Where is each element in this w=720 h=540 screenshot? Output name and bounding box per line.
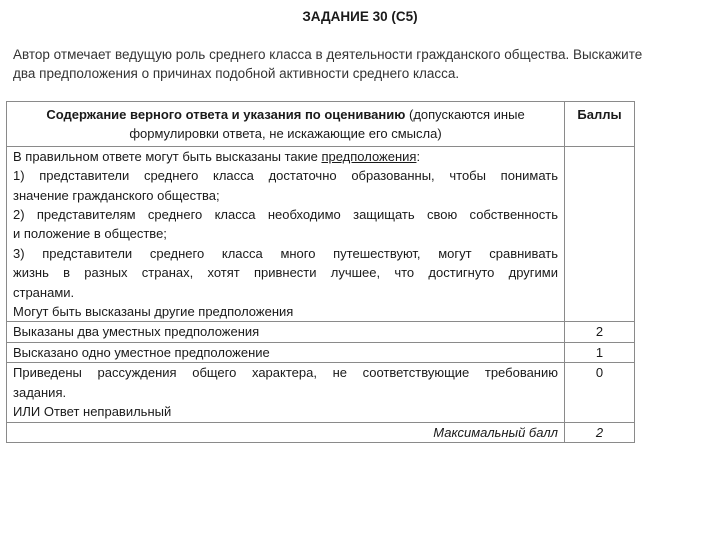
content-header-note: (допускаются иные bbox=[409, 107, 525, 122]
answer-item-3: 3) представители среднего класса много путешествуют, могут сравнивать bbox=[13, 245, 558, 261]
answer-item-3-cont: жизнь в разных странах, хотят привнести лучшее, что достигнуто другими bbox=[13, 265, 558, 281]
answer-item-3-cont: странами. bbox=[13, 284, 75, 300]
criterion-text: Приведены рассуждения общего характера, не соответствующие требованию bbox=[13, 365, 558, 381]
answer-points-cell bbox=[565, 146, 635, 322]
answer-other: Могут быть высказаны другие предположения bbox=[13, 304, 294, 320]
criterion-text-cell bbox=[7, 363, 565, 422]
prompt-line: два предположения о причинах подобной активности среднего класса. bbox=[13, 66, 460, 81]
max-score-value: 2 bbox=[565, 422, 635, 442]
criterion-points: 1 bbox=[565, 342, 635, 362]
points-header-cell: Баллы bbox=[565, 102, 635, 147]
max-score-row bbox=[7, 422, 635, 442]
content-header-cell bbox=[7, 102, 565, 147]
criterion-row bbox=[7, 363, 635, 422]
answer-intro: В правильном ответе могут быть высказаны такие bbox=[13, 148, 322, 164]
answer-item-1: 1) представители среднего класса достаточно образованны, чтобы понимать bbox=[13, 168, 558, 184]
answer-item-2: 2) представителям среднего класса необходимо защищать свою собственность bbox=[13, 207, 558, 223]
content-header-title: Содержание верного ответа и указания по оцениванию bbox=[46, 107, 406, 122]
answer-item-2-cont: и положение в обществе; bbox=[13, 226, 167, 242]
task-prompt bbox=[13, 45, 713, 83]
answer-row bbox=[7, 146, 635, 322]
criterion-text: Высказано одно уместное предположение bbox=[7, 342, 565, 362]
criterion-row bbox=[7, 342, 635, 362]
criterion-text: Выказаны два уместных предположения bbox=[7, 322, 565, 342]
criterion-row bbox=[7, 322, 635, 342]
answer-item-1-cont: значение гражданского общества; bbox=[13, 187, 220, 203]
grading-table bbox=[6, 101, 635, 443]
table-header-row bbox=[7, 102, 635, 147]
answer-cell: В правильном ответе могут быть высказаны такие предположения: 1) представители среднего класса достаточно образованны, чтобы понимать значение гражданского общества; 2) представителям среднего класса необходимо защищать свою собственность и положение в обществе; 3) представители среднего класса много путешествуют, могут сравнивать жизнь в разных странах, хотят привнести лучшее, что достигнуто другими странами. Могут быть высказаны другие предположения bbox=[7, 146, 565, 322]
criterion-text: задания. bbox=[13, 384, 67, 400]
criterion-points: 0 bbox=[565, 363, 635, 422]
content-header-note: формулировки ответа, не искажающие его смысла) bbox=[129, 126, 442, 142]
criterion-points: 2 bbox=[565, 322, 635, 342]
max-score-label: Максимальный балл bbox=[7, 422, 565, 442]
task-title: ЗАДАНИЕ 30 (С5) bbox=[302, 9, 418, 24]
prompt-line: Автор отмечает ведущую роль среднего класса в деятельности гражданского общества. Выскажите bbox=[13, 47, 643, 62]
criterion-text: ИЛИ Ответ неправильный bbox=[13, 404, 172, 420]
answer-intro-underlined: предположения bbox=[321, 148, 417, 164]
